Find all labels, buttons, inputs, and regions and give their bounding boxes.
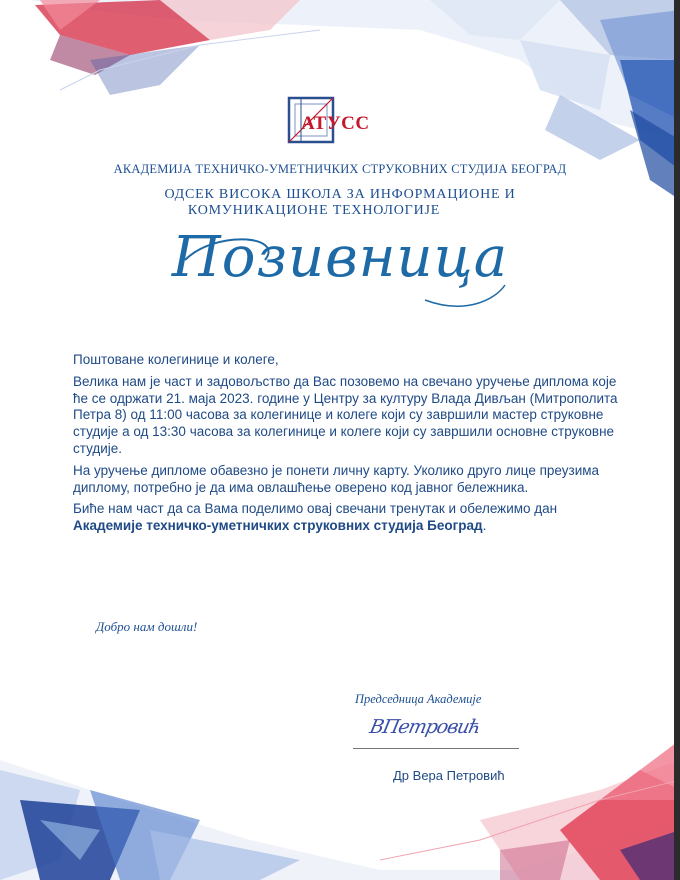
invitation-body xyxy=(73,352,618,540)
scan-edge xyxy=(674,0,680,880)
academy-name-bold: Академије техничко-уметничких струковних студија Београд xyxy=(73,518,483,534)
organization-name: АКАДЕМИЈА ТЕХНИЧКО-УМЕТНИЧКИХ СТРУКОВНИХ СТУДИЈА БЕОГРАД xyxy=(113,162,567,176)
handwritten-signature: ВПетровић xyxy=(367,716,483,738)
paragraph-ceremony: Велика нам је част и задовољство да Вас позовемо на свечано уручење диплома које ће се одржати 21. маја 2023. године у Центру за културу Влада Дивљан (Митрополита Петра 8) од 11:00 часова за колегинице и колеге који су завршили мастер струковне студије а од 13:30 часова за колегинице и колеге који су завршили основне струковне студије. xyxy=(73,373,618,456)
signatory-name: Др Вера Петровић xyxy=(393,768,505,783)
department-line-1: ОДСЕК ВИСОКА ШКОЛА ЗА ИНФОРМАЦИОНЕ И xyxy=(164,187,516,202)
closing-period: . xyxy=(482,518,487,534)
signature-line xyxy=(353,748,519,749)
signatory-role: Председница Академије xyxy=(355,692,482,706)
welcome-note: Добро нам дошли! xyxy=(96,619,198,634)
closing-text: Биће нам част да са Вама поделимо овај свечани тренутак и обележимо дан xyxy=(73,501,558,517)
invitation-title: Позивница xyxy=(171,225,509,290)
paragraph-requirements: На уручење дипломе обавезно је понети личну карту. Уколико друго лице преузима диплому, потребно је да има овлашћење оверено код јавног бележника. xyxy=(73,462,600,495)
paragraph-closing xyxy=(73,501,618,535)
logo-text: АТУСС xyxy=(301,113,370,134)
department-line-2: КОМУНИКАЦИОНЕ ТЕХНОЛОГИЈЕ xyxy=(187,203,441,218)
greeting: Поштоване колегинице и колеге, xyxy=(73,352,279,367)
